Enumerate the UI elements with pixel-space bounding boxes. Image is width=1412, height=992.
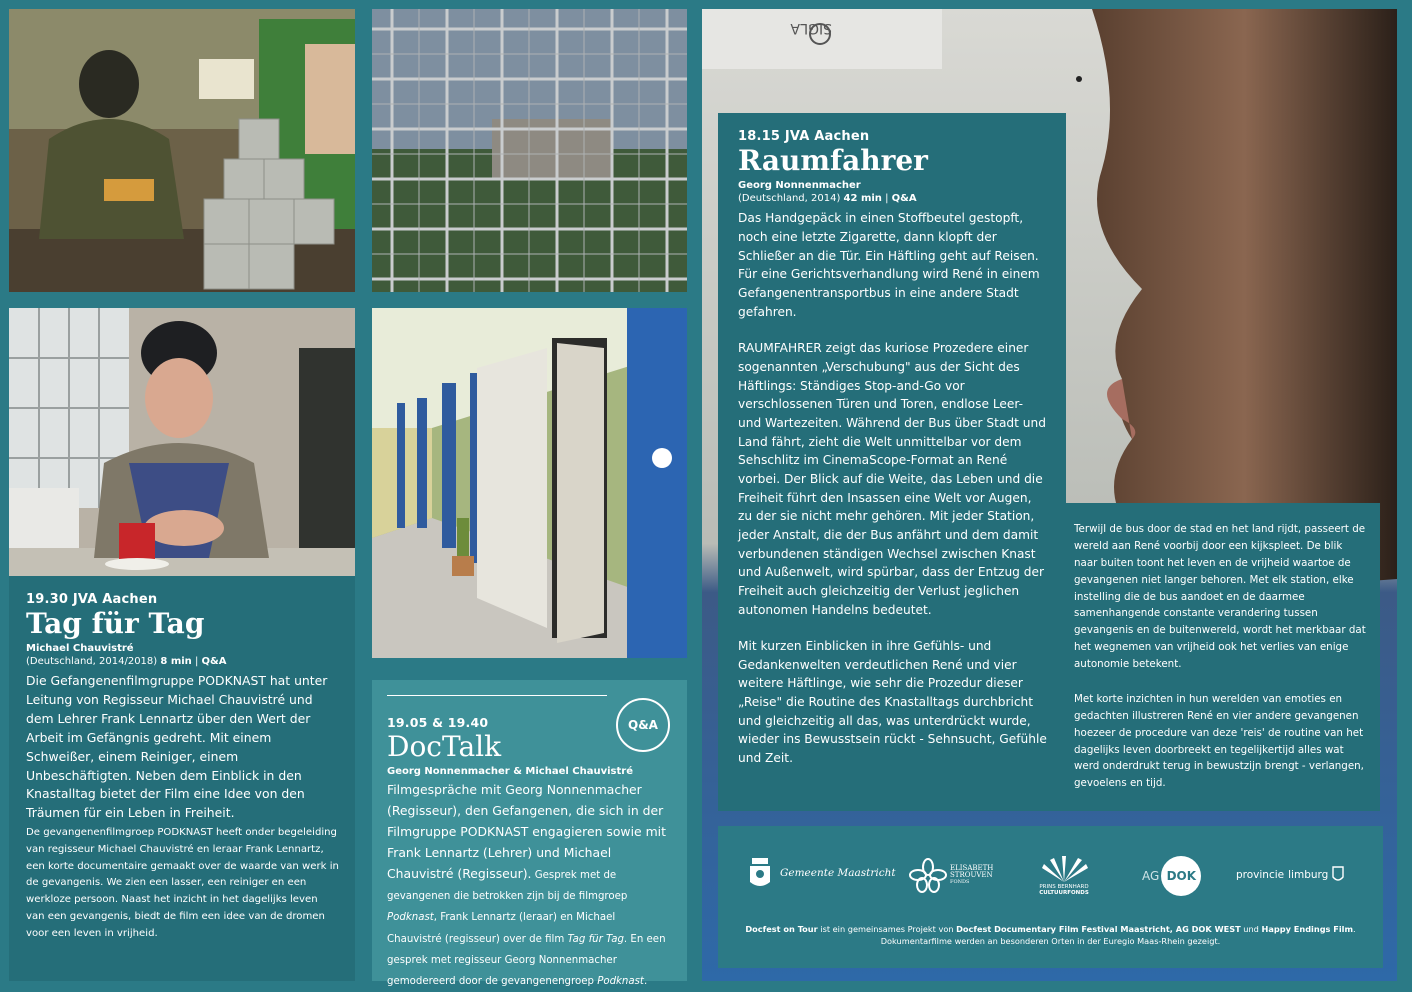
sign-text: SIGLA	[790, 20, 832, 36]
fence-window-photo	[372, 9, 687, 292]
raumfahrer-title: Raumfahrer	[738, 144, 928, 177]
prins-bernhard-leaf-icon	[1038, 852, 1090, 884]
tag-fur-tag-director: Michael Chauvistré	[26, 643, 134, 655]
raumfahrer-meta: (Deutschland, 2014) 42 min | Q&A	[738, 193, 917, 205]
tag-fur-tag-time: 19.30 JVA Aachen	[26, 592, 158, 607]
tag-fur-tag-description-nl: De gevangenenfilmgroep PODKNAST heeft onder begeleiding van regisseur Michael Chauvistré en leraar Frank Lennartz, een korte documentaire gemaakt over de waarde van werk in de gevangenis. We zien een lasser, een reiniger en een werkloze persoon. Naast het inzicht in het dagelijks leven van een gevangenis, biedt de film een idee van de dromen voor een leven in vrijheid.	[26, 827, 339, 939]
doctalk-panel	[372, 680, 687, 988]
elisabeth-strouven-logo: ELISABETH STROUVEN FONDS	[910, 858, 993, 892]
michael-portrait-photo	[9, 308, 355, 576]
gemeente-maastricht-logo: Gemeente Maastricht	[746, 854, 896, 892]
raumfahrer-panel	[718, 113, 1066, 811]
doctalk-names: Georg Nonnenmacher & Michael Chauvistré	[387, 766, 634, 778]
raumfahrer-paragraph-2: RAUMFAHRER zeigt das kuriose Prozedere einer sogenannten „Verschubung" aus der Sicht des Häftlings: Ständiges Stop-and-Go vor verschlossenen Türen und Toren, endlose Leer- und Wartezeiten. Während der Bus über Stadt und Land fährt, zieht die Welt unmittelbar vor dem Sehschlitz im CinemaScope-Format an René vorbei. Der Blick auf die Weite, das Leben und die Freiheit führt den Insassen eine Welt vor Augen, zu der sie nicht mehr gehören. Mit jeder Station, jeder Anstalt, die der Bus anfährt und dem damit verbundenen ständigen Wechsel zwischen Knast und Außenwelt, wird spürbar, dass der Entzug der Freiheit auch gleichzeitig der Verlust jeglichen autonomen Handelns bedeutet.	[738, 341, 1046, 617]
raumfahrer-nl-paragraph-2: Met korte inzichten in hun werelden van emoties en gedachten illustreren René en vier andere gevangenen hoezeer de procedure van deze 'reis' de routine van het dagelijks leven doorbreekt en tegelijkertijd alles wat werd onderdrukt terug in bewustzijn brengt - verlangen, gevoelens en tijd.	[1074, 692, 1364, 790]
doctalk-description: Filmgespräche mit Georg Nonnenmacher (Regisseur), den Gefangenen, die sich in der Filmgruppe PODKNAST engagieren sowie mit Frank Lennartz (Lehrer) und Michael Chauvistré (Regisseur). Gesprek met de gevangenen die betrokken zijn bij de filmgroep Podknast, Frank Lennartz (leraar) en Michael Chauvistré (regisseur) over de film Tag für Tag. En een gesprek met regisseur Georg Nonnenmacher gemodereerd door de gevangenengroep Podknast.	[387, 782, 666, 988]
ag-dok-logo: AG DOK	[1142, 856, 1201, 896]
raumfahrer-director: Georg Nonnenmacher	[738, 180, 861, 192]
tag-fur-tag-meta: (Deutschland, 2014/2018) 8 min | Q&A	[26, 656, 227, 668]
corridor-photo	[372, 308, 687, 658]
maastricht-crest-icon	[746, 854, 774, 892]
raumfahrer-paragraph-3: Mit kurzen Einblicken in ihre Gefühls- und Gedankenwelten verdeutlichen René und vier weitere Häftlinge, wie sehr die Prozedur dieser „Reise" die Routine des Knastalltags durchbricht und gleichzeitig all das, was unterdrückt wurde, wieder ins Bewusstsein rückt - Sehnsucht, Gefühle und Zeit.	[738, 639, 1047, 766]
raumfahrer-dutch-panel	[1066, 503, 1380, 811]
doctalk-qa-badge: Q&A	[616, 698, 670, 752]
doctalk-time: 19.05 & 19.40	[387, 715, 489, 730]
sponsor-footer-text: Docfest on Tour ist ein gemeinsames Projekt von Docfest Documentary Film Festival Maastricht, AG DOK WEST und Happy Endings Film. Dokumentarfilme werden an besonderen Orten in der Euregio Maas-Rhein gezeigt.	[745, 924, 1356, 947]
provincie-limburg-logo: provincie limburg	[1236, 866, 1344, 884]
tag-fur-tag-panel	[9, 576, 355, 981]
raumfahrer-paragraph-1: Das Handgepäck in einen Stoffbeutel gestopft, noch eine letzte Zigarette, dann klopft der Schließer an die Tür. Ein Häftling geht auf Reisen. Für eine Gerichtsverhandlung wird René in einem Gefangenentransportbus in eine andere Stadt gefahren.	[738, 211, 1040, 319]
tag-fur-tag-description-de: Die Gefangenenfilmgruppe PODKNAST hat unter Leitung von Regisseur Michael Chauvistré und dem Lehrer Frank Lennartz über den Wert der Arbeit im Gefängnis gedreht. Mit einem Schweißer, einem Reiniger, einem Unbeschäftigten. Neben dem Einblick in den Knastalltag bietet der Film eine Idee von den Träumen für ein Leben in Freiheit.	[26, 673, 328, 821]
raumfahrer-time: 18.15 JVA Aachen	[738, 129, 870, 144]
strouven-flower-icon	[910, 858, 946, 892]
raumfahrer-nl-paragraph-1: Terwijl de bus door de stad en het land rijdt, passeert de wereld aan René voorbij door een kijkspleet. De blik naar buiten toont het leven en de vrijheid waartoe de gevangenen niet langer behoren. Met elk station, elke instelling die de bus aandoet en de daarmee samenhangende constante verandering tussen gevangenis en de buitenwereld, wordt het merkbaar dat het wegnemen van vrijheid ook het verlies van enige autonomie betekent.	[1074, 523, 1366, 670]
doctalk-title: DocTalk	[387, 730, 502, 763]
limburg-crest-icon	[1332, 866, 1344, 884]
doctalk-divider	[387, 695, 607, 696]
welder-photo	[9, 9, 355, 292]
sponsor-bar	[718, 826, 1383, 968]
tag-fur-tag-title: Tag für Tag	[26, 607, 205, 640]
prins-bernhard-logo: PRINS BERNHARD CULTUURFONDS	[1038, 852, 1090, 896]
